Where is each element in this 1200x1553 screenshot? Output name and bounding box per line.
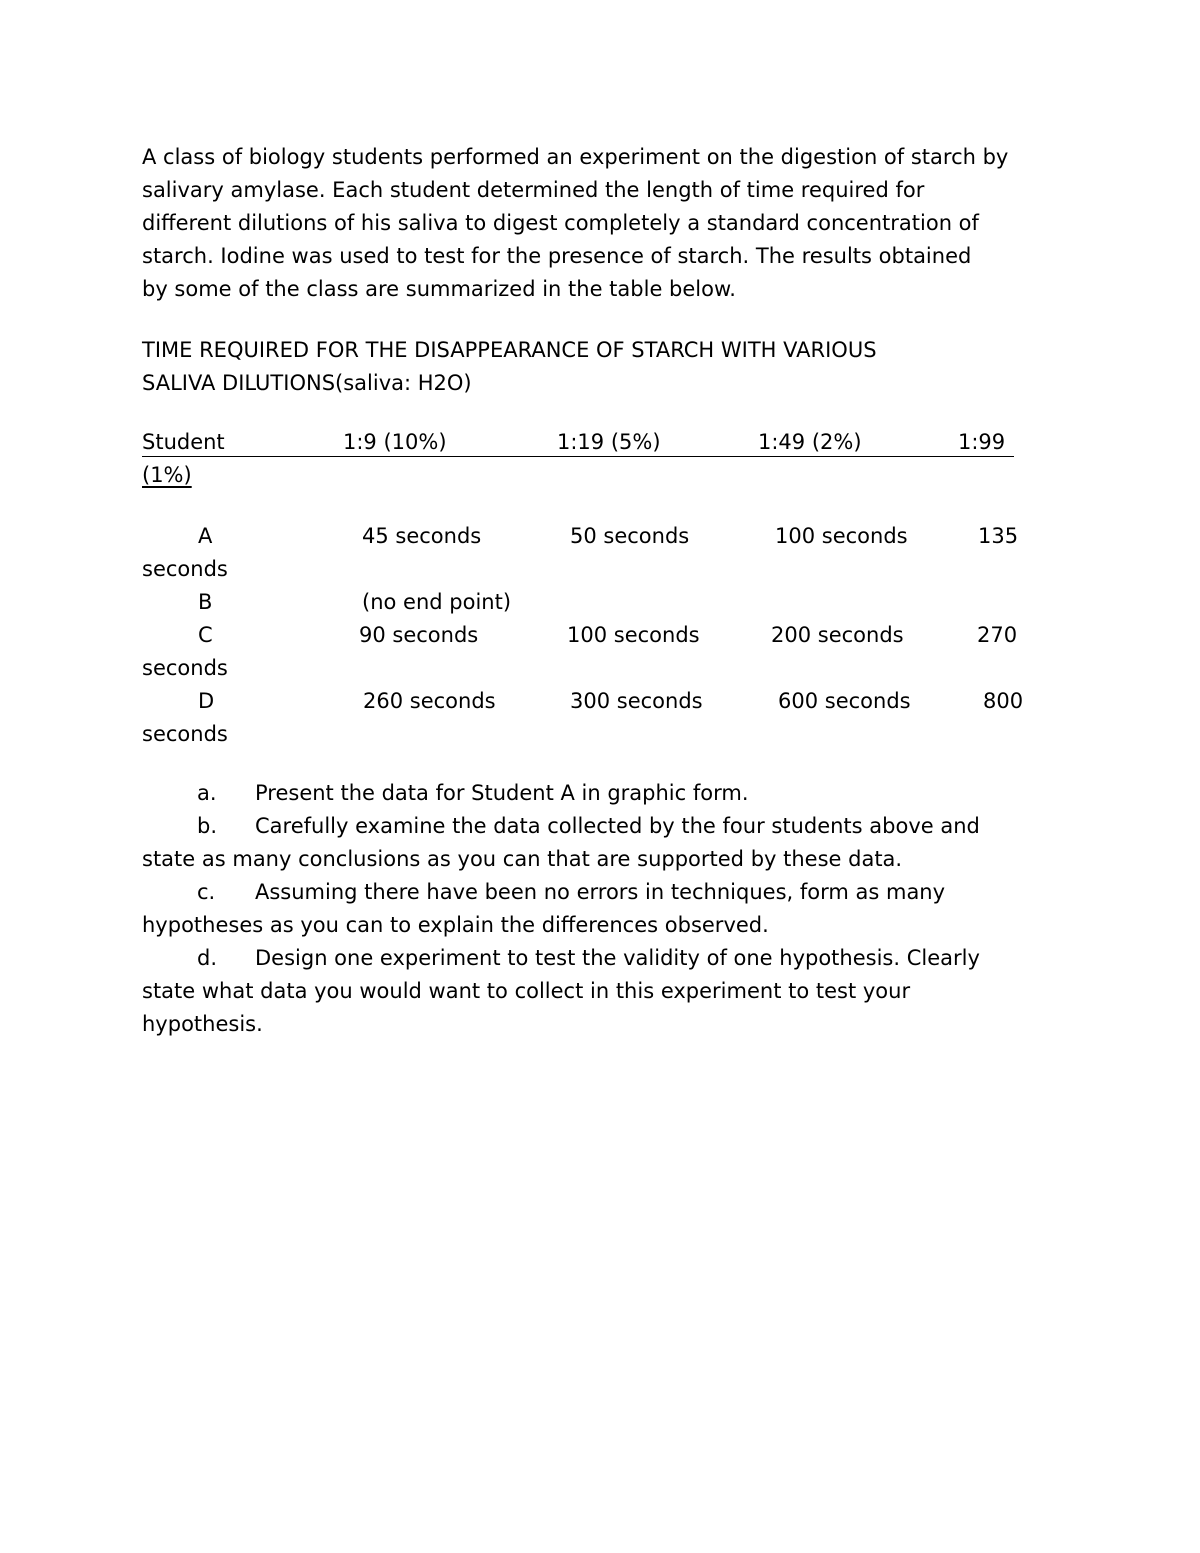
row-b-value-10: (no end point) bbox=[362, 590, 512, 614]
row-a-value-1: 135 bbox=[978, 524, 1019, 548]
header-student: Student bbox=[142, 430, 225, 454]
question-letter: d. bbox=[197, 946, 218, 970]
question-letter: b. bbox=[197, 814, 218, 838]
question-a bbox=[142, 777, 1082, 810]
header-underline bbox=[142, 456, 1014, 457]
row-a-value-1-wrap: seconds bbox=[142, 557, 228, 581]
question-letter: c. bbox=[197, 880, 216, 904]
row-a-value-2: 100 seconds bbox=[775, 524, 908, 548]
question-text: Design one experiment to test the validity of one hypothesis. Clearly bbox=[255, 946, 980, 970]
question-letter: a. bbox=[197, 781, 217, 805]
row-b-student: B bbox=[198, 590, 213, 614]
row-c-student: C bbox=[198, 623, 213, 647]
header-dilution-5: 1:19 (5%) bbox=[557, 430, 661, 454]
row-d-value-5: 300 seconds bbox=[570, 689, 703, 713]
row-c-value-10: 90 seconds bbox=[359, 623, 479, 647]
header-dilution-10: 1:9 (10%) bbox=[343, 430, 447, 454]
question-d bbox=[142, 942, 1082, 975]
header-dilution-1-wrap: (1%) bbox=[142, 463, 192, 487]
row-d-value-10: 260 seconds bbox=[363, 689, 496, 713]
row-c-value-1-wrap: seconds bbox=[142, 656, 228, 680]
row-c-value-2: 200 seconds bbox=[771, 623, 904, 647]
question-c bbox=[142, 876, 1082, 909]
row-c-value-5: 100 seconds bbox=[567, 623, 700, 647]
intro-line: different dilutions of his saliva to digest completely a standard concentration of bbox=[142, 211, 979, 235]
table-title-line-2: SALIVA DILUTIONS(saliva: H2O) bbox=[142, 371, 472, 395]
row-c-value-1: 270 bbox=[977, 623, 1018, 647]
intro-line: starch. Iodine was used to test for the presence of starch. The results obtained bbox=[142, 244, 972, 268]
question-text: Assuming there have been no errors in techniques, form as many bbox=[255, 880, 946, 904]
question-text-continued: hypotheses as you can to explain the differences observed. bbox=[142, 913, 769, 937]
header-dilution-2: 1:49 (2%) bbox=[758, 430, 862, 454]
header-dilution-1: 1:99 bbox=[958, 430, 1006, 454]
question-text-continued: state as many conclusions as you can that are supported by these data. bbox=[142, 847, 903, 871]
row-a-student: A bbox=[198, 524, 213, 548]
row-d-student: D bbox=[198, 689, 215, 713]
intro-paragraph bbox=[142, 141, 1082, 306]
question-list bbox=[142, 777, 1082, 1041]
table-title-line-1: TIME REQUIRED FOR THE DISAPPEARANCE OF STARCH WITH VARIOUS bbox=[142, 338, 877, 362]
intro-line: by some of the class are summarized in the table below. bbox=[142, 277, 736, 301]
row-a-value-10: 45 seconds bbox=[362, 524, 482, 548]
intro-line: A class of biology students performed an experiment on the digestion of starch by bbox=[142, 145, 1009, 169]
question-text-continued: hypothesis. bbox=[142, 1012, 263, 1036]
row-d-value-1-wrap: seconds bbox=[142, 722, 228, 746]
question-b bbox=[142, 810, 1082, 843]
row-a-value-5: 50 seconds bbox=[570, 524, 690, 548]
row-d-value-2: 600 seconds bbox=[778, 689, 911, 713]
row-d-value-1: 800 bbox=[983, 689, 1024, 713]
question-text: Carefully examine the data collected by the four students above and bbox=[255, 814, 980, 838]
intro-line: salivary amylase. Each student determined the length of time required for bbox=[142, 178, 925, 202]
question-text: Present the data for Student A in graphic form. bbox=[255, 781, 749, 805]
question-text-continued: state what data you would want to collect in this experiment to test your bbox=[142, 979, 911, 1003]
